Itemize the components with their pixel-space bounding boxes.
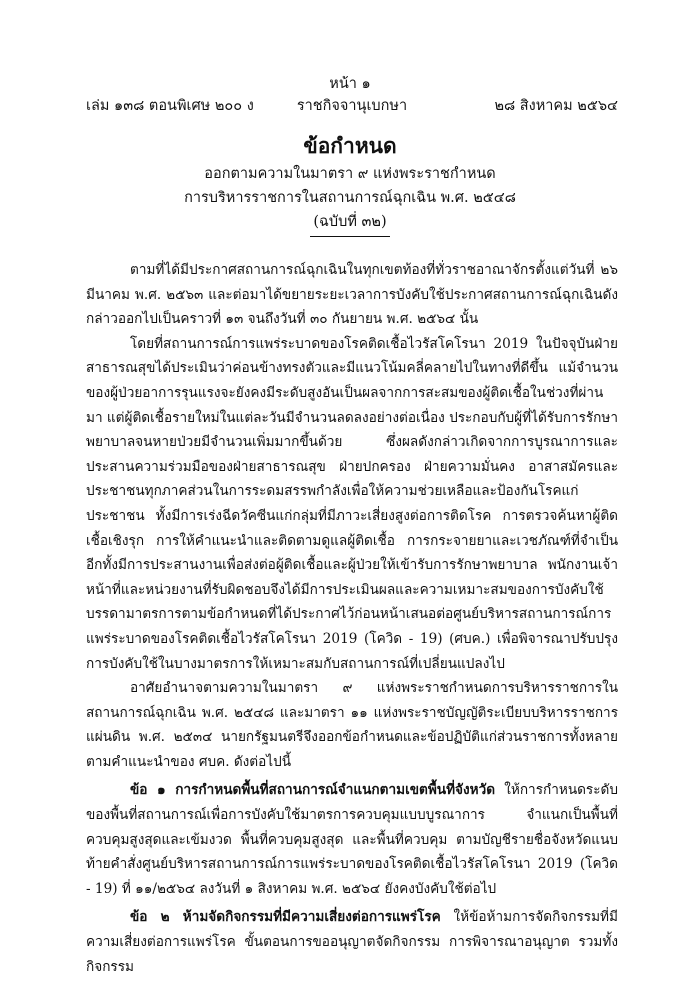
clause-1-text: ให้การกำหนดระดับของพื้นที่สถานการณ์เพื่อการบังคับใช้มาตรการควบคุมแบบบูรณาการ จำแนกเป็นพื้นที่ควบคุมสูงสุดและเข้มงวด พื้นที่ควบคุมสูงสุด และพื้นที่ควบคุม ตามบัญชีรายชื่อจังหวัดแนบท้ายคำสั่งศูนย์บริหารสถานการณ์การแพร่ระบาดของโรคติดเชื้อไวรัสโคโรนา 2019 (โควิด - 19) ที่ ๑๑/๒๕๖๔ ลงวันที่ ๑ สิงหาคม พ.ศ. ๒๕๖๔ ยังคงบังคับใช้ต่อไป	[86, 782, 618, 897]
subtitle-line-1: ออกตามความในมาตรา ๙ แห่งพระราชกำหนด	[204, 166, 496, 182]
paragraph-situation: โดยที่สถานการณ์การแพร่ระบาดของโรคติดเชื้อไวรัสโคโรนา 2019 ในปัจจุบันฝ่ายสาธารณสุขได้ประเมินว่าค่อนข้างทรงตัวและมีแนวโน้มคลี่คลายไปในทางที่ดีขึ้น แม้จำนวนของผู้ป่วยอาการรุนแรงจะยังคงมีระดับสูงอันเป็นผลจากการสะสมของผู้ติดเชื้อในช่วงที่ผ่านมา แต่ผู้ติดเชื้อรายใหม่ในแต่ละวันมีจำนวนลดลงอย่างต่อเนื่อง ประกอบกับผู้ที่ได้รับการรักษาพยาบาลจนหายป่วยมีจำนวนเพิ่มมากขึ้นด้วย ซึ่งผลดังกล่าวเกิดจากการบูรณาการและประสานความร่วมมือของฝ่ายสาธารณสุข ฝ่ายปกครอง ฝ่ายความมั่นคง อาสาสมัครและประชาชนทุกภาคส่วนในการระดมสรรพกำลังเพื่อให้ความช่วยเหลือและป้องกันโรคแก่ประชาชน ทั้งมีการเร่งฉีดวัคซีนแก่กลุ่มที่มีภาวะเสี่ยงสูงต่อการติดโรค การตรวจค้นหาผู้ติดเชื้อเชิงรุก การให้คำแนะนำและติดตามดูแลผู้ติดเชื้อ การกระจายยาและเวชภัณฑ์ที่จำเป็น อีกทั้งมีการประสานงานเพื่อส่งต่อผู้ติดเชื้อและผู้ป่วยให้เข้ารับการรักษาพยาบาล พนักงานเจ้าหน้าที่และหน่วยงานที่รับผิดชอบจึงได้มีการประเมินผลและความเหมาะสมของการบังคับใช้บรรดามาตรการตามข้อกำหนดที่ได้ประกาศไว้ก่อนหน้าเสนอต่อศูนย์บริหารสถานการณ์การแพร่ระบาดของโรคติดเชื้อไวรัสโคโรนา 2019 (โควิด - 19) (ศบค.) เพื่อพิจารณาปรับปรุงการบังคับใช้ในบางมาตรการให้เหมาะสมกับสถานการณ์ที่เปลี่ยนแปลงไป	[86, 335, 618, 672]
clause-2-text: ให้ข้อห้ามการจัดกิจกรรมที่มีความเสี่ยงต่อการแพร่โรค ขั้นตอนการขออนุญาตจัดกิจกรรม การพิจารณาอนุญาต รวมทั้งกิจกรรม	[86, 909, 618, 975]
subtitle-issue-number: (ฉบับที่ ๓๒)	[313, 214, 387, 230]
volume-issue: เล่ม ๑๓๘ ตอนพิเศษ ๒๐๐ ง	[86, 98, 254, 114]
subtitle-line-2: การบริหารราชการในสถานการณ์ฉุกเฉิน พ.ศ. ๒๕๔๘	[184, 190, 516, 206]
clause-2-heading: ข้อ ๒ ห้ามจัดกิจกรรมที่มีความเสี่ยงต่อการแพร่โรค	[130, 909, 441, 926]
clause-1-heading: ข้อ ๑ การกำหนดพื้นที่สถานการณ์จำแนกตามเขตพื้นที่จังหวัด	[130, 782, 496, 799]
gazette-name: ราชกิจจานุเบกษา	[296, 98, 408, 114]
page-number: หน้า ๑	[329, 76, 371, 92]
publication-date: ๒๘ สิงหาคม ๒๕๖๔	[494, 98, 618, 114]
document-title: ข้อกำหนด	[303, 133, 397, 158]
document-body	[86, 258, 618, 979]
clause-1	[86, 778, 618, 901]
paragraph-preamble: ตามที่ได้มีประกาศสถานการณ์ฉุกเฉินในทุกเขตท้องที่ทั่วราชอาณาจักรตั้งแต่วันที่ ๒๖ มีนาคม พ.ศ. ๒๕๖๓ และต่อมาได้ขยายระยะเวลาการบังคับใช้ประกาศสถานการณ์ฉุกเฉินดังกล่าวออกไปเป็นคราวที่ ๑๓ จนถึงวันที่ ๓๐ กันยายน พ.ศ. ๒๕๖๔ นั้น	[86, 262, 618, 328]
title-divider	[310, 236, 390, 237]
clause-2	[86, 905, 618, 979]
paragraph-authority: อาศัยอำนาจตามความในมาตรา ๙ แห่งพระราชกำหนดการบริหารราชการในสถานการณ์ฉุกเฉิน พ.ศ. ๒๕๔๘ และมาตรา ๑๑ แห่งพระราชบัญญัติระเบียบบริหารราชการแผ่นดิน พ.ศ. ๒๕๓๔ นายกรัฐมนตรีจึงออกข้อกำหนดและข้อปฏิบัติแก่ส่วนราชการทั้งหลายตามคำแนะนำของ ศบค. ดังต่อไปนี้	[86, 680, 618, 770]
